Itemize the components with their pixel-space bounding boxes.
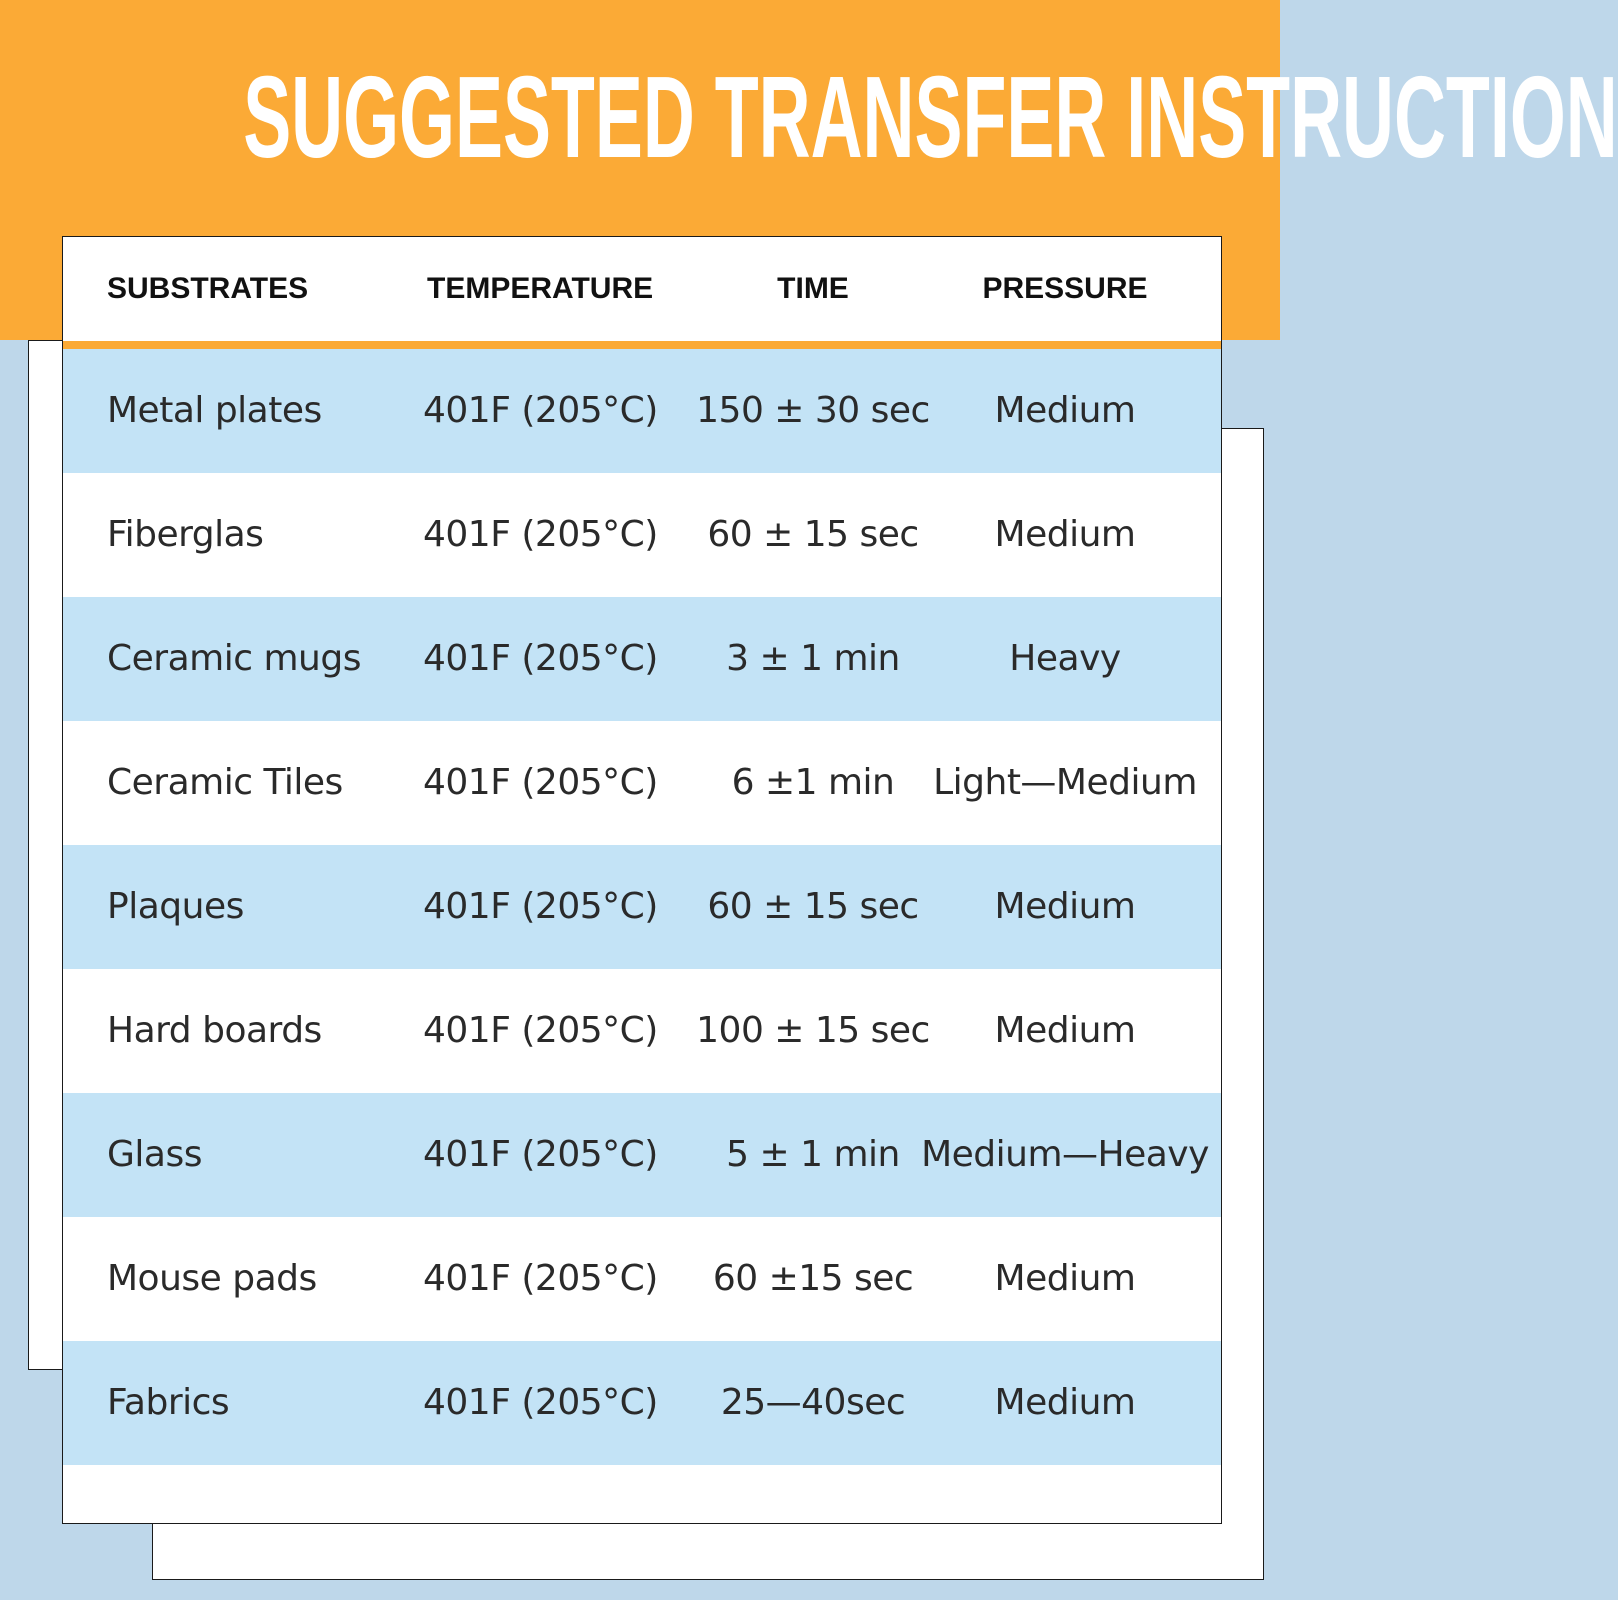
cell-time: 6 ±1 min [731, 762, 895, 803]
table-row [63, 845, 1221, 969]
cell-pressure: Medium [994, 1382, 1136, 1423]
cell-temperature: 401F (205°C) [423, 390, 658, 431]
cell-time: 60 ±15 sec [712, 1258, 914, 1299]
cell-temperature: 401F (205°C) [423, 1258, 658, 1299]
cell-temperature: 401F (205°C) [423, 1134, 658, 1175]
table-body [63, 349, 1221, 1465]
cell-substrate: Fabrics [107, 1382, 230, 1423]
cell-time: 25—40sec [720, 1382, 906, 1423]
table-row [63, 473, 1221, 597]
table-row [63, 1093, 1221, 1217]
cell-pressure: Heavy [1009, 638, 1121, 679]
cell-temperature: 401F (205°C) [423, 886, 658, 927]
cell-pressure: Medium [994, 514, 1136, 555]
instruction-table [62, 236, 1222, 1524]
cell-pressure: Medium—Heavy [921, 1134, 1209, 1175]
header-temperature: TEMPERATURE [427, 272, 654, 305]
cell-pressure: Medium [994, 1010, 1136, 1051]
cell-time: 100 ± 15 sec [696, 1010, 930, 1051]
cell-pressure: Medium [994, 1258, 1136, 1299]
cell-substrate: Hard boards [107, 1010, 322, 1051]
cell-time: 60 ± 15 sec [707, 514, 919, 555]
cell-time: 5 ± 1 min [726, 1134, 900, 1175]
table-row [63, 721, 1221, 845]
cell-time: 3 ± 1 min [726, 638, 900, 679]
cell-time: 60 ± 15 sec [707, 886, 919, 927]
page-title: SUGGESTED TRANSFER INSTRUCTION [243, 52, 1618, 182]
header-time: TIME [777, 272, 849, 305]
table-row [63, 969, 1221, 1093]
table-row [63, 1341, 1221, 1465]
cell-pressure: Medium [994, 886, 1136, 927]
cell-temperature: 401F (205°C) [423, 1010, 658, 1051]
table-row [63, 1217, 1221, 1341]
cell-temperature: 401F (205°C) [423, 514, 658, 555]
cell-temperature: 401F (205°C) [423, 638, 658, 679]
cell-substrate: Ceramic Tiles [107, 762, 343, 803]
table-row [63, 349, 1221, 473]
cell-pressure: Medium [994, 390, 1136, 431]
cell-substrate: Plaques [107, 886, 244, 927]
cell-time: 150 ± 30 sec [696, 390, 930, 431]
cell-substrate: Fiberglas [107, 514, 264, 555]
cell-substrate: Metal plates [107, 390, 322, 431]
cell-temperature: 401F (205°C) [423, 1382, 658, 1423]
cell-substrate: Mouse pads [107, 1258, 317, 1299]
table-row [63, 597, 1221, 721]
cell-temperature: 401F (205°C) [423, 762, 658, 803]
header-substrates: SUBSTRATES [107, 272, 309, 305]
cell-pressure: Light—Medium [933, 762, 1197, 803]
cell-substrate: Ceramic mugs [107, 638, 361, 679]
header-pressure: PRESSURE [982, 272, 1148, 305]
cell-substrate: Glass [107, 1134, 202, 1175]
table-header [63, 237, 1221, 349]
